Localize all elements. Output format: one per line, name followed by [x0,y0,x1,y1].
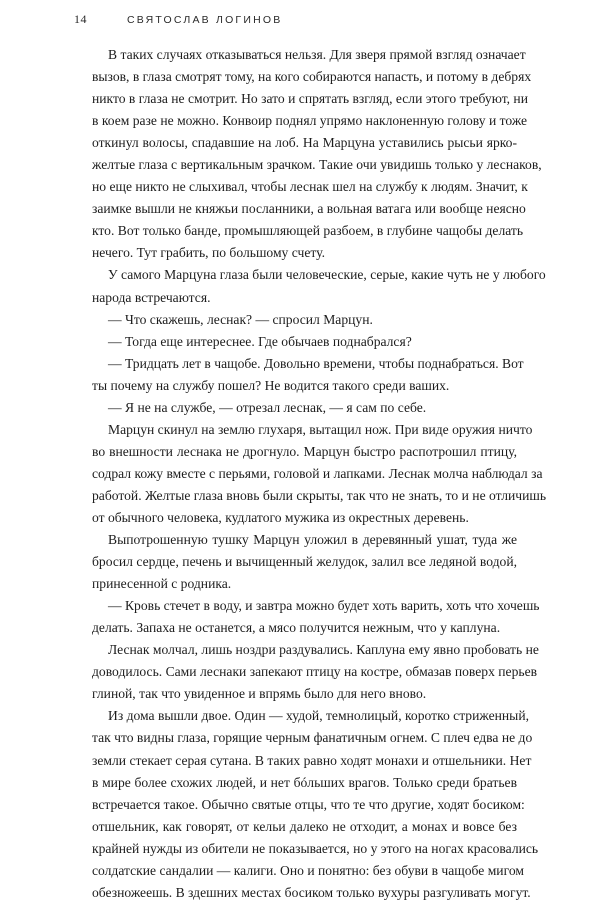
paragraph [92,595,540,639]
text-line: — Я не на службе, — отрезал леснак, — я сам по себе. [108,399,427,415]
paragraph [92,397,517,419]
text-line: У самого Марцуна глаза были человеческие, серые, какие чуть не у любого [108,267,546,283]
text-line: желтые глаза с вертикальным зрачком. Такие очи увидишь только у леснаков, [92,157,542,173]
paragraph [92,44,542,264]
author-name: СВЯТОСЛАВ ЛОГИНОВ [127,14,283,26]
text-line: от обычного человека, кудлатого мужика из окрестных деревень. [92,509,469,525]
text-line: — Тогда еще интереснее. Где обычаев поднабрался? [108,333,412,349]
paragraph [92,419,547,529]
paragraph [92,353,524,397]
text-line: крайней нужды из обители не показывается, но у этого на ногах красовались [92,840,539,856]
text-line: — Что скажешь, леснак? — спросил Марцун. [108,311,373,327]
text-line: В таких случаях отказываться нельзя. Для зверя прямой взгляд означает [108,47,526,62]
paragraph [92,639,539,705]
text-line: обезножеешь. В здешних местах босиком только вухуры разгуливать могут. [92,884,531,900]
paragraph [92,705,539,903]
text-line: вызов, в глаза смотрят тому, на кого собираются напасть, и потому в дебрях [92,69,532,85]
text-line: работой. Желтые глаза вновь были скрыты, так что не знать, то и не отличишь [92,487,547,503]
text-line: солдатские сандалии — калиги. Оно и понятно: без обуви в чащобе мигом [92,862,524,878]
text-line: так что видны глаза, горящие черным фанатичным огнем. С плеч едва не до [92,730,533,746]
text-line: откинул волосы, спадавшие на лоб. На Марцуна уставились рысьи ярко- [92,135,517,151]
text-line: в мире более схожих людей, и нет бóльших врагов. Только среди братьев [92,774,517,790]
text-line: ты почему на службу пошел? Не водится такого среди ваших. [92,377,450,393]
text-line: во внешности леснака не дрогнуло. Марцун быстро распотрошил птицу, [92,443,517,459]
text-line: земли стекает серая сутана. В таких равно ходят монахи и отшельники. Нет [92,752,532,768]
text-line: встречается такое. Обычно святые отцы, что те что другие, ходят босиком: [92,796,525,812]
text-line: содрал кожу вместе с перьями, головой и лапками. Леснак молча наблюдал за [92,465,543,481]
text-line: — Тридцать лет в чащобе. Довольно времени, чтобы поднабраться. Вот [108,355,524,371]
paragraph [92,529,517,595]
text-line: делать. Запаха не останется, а мясо получится нежным, что у каплуна. [92,620,501,636]
text-line: Выпотрошенную тушку Марцун уложил в деревянный ушат, туда же [108,532,517,548]
paragraph [92,264,546,308]
text-line: в коем разе не можно. Конвоир поднял упрямо наклоненную голову и тоже [92,113,528,129]
text-line: Из дома вышли двое. Один — худой, темнолицый, коротко стриженный, [108,708,529,724]
text-line: Марцун скинул на землю глухаря, вытащил нож. При виде оружия ничто [108,421,533,437]
text-line: отшельник, как говорят, от кельи далеко не отходит, а монах и вовсе без [92,818,517,834]
text-line: доводилось. Сами леснаки запекают птицу на костре, обмазав поверх перьев [92,664,538,680]
text-line: никто в глаза не смотрит. Но зато и спрятать взгляд, если этого требуют, ни [92,91,528,107]
text-line: бросил сердце, печень и вычищенный желудок, залил все ледяной водой, [92,554,517,570]
text-line: но еще никто не слыхивал, чтобы леснак шел на службу к людям. Значит, к [92,179,528,195]
paragraph [92,309,517,331]
text-line: принесенной с родника. [92,576,232,592]
text-line: народа встречаются. [92,289,211,305]
body-text [92,44,547,904]
text-line: Леснак молчал, лишь ноздри раздувались. Каплуна ему явно пробовать не [108,642,539,658]
running-head [74,12,534,32]
text-line: кто. Вот только банде, промышляющей разбоем, в глубине чащобы делать [92,223,524,239]
text-line: нечего. Тут грабить, по большому счету. [92,245,325,261]
text-line: глиной, так что увиденное и впрямь было для него вново. [92,686,427,702]
text-line: заимке вышли не княжьи посланники, а вольная ватага или вообще неясно [92,201,526,217]
paragraph [92,331,517,353]
page-number: 14 [74,12,87,26]
text-line: — Кровь стечет в воду, и завтра можно будет хоть варить, хоть что хочешь [108,598,540,614]
